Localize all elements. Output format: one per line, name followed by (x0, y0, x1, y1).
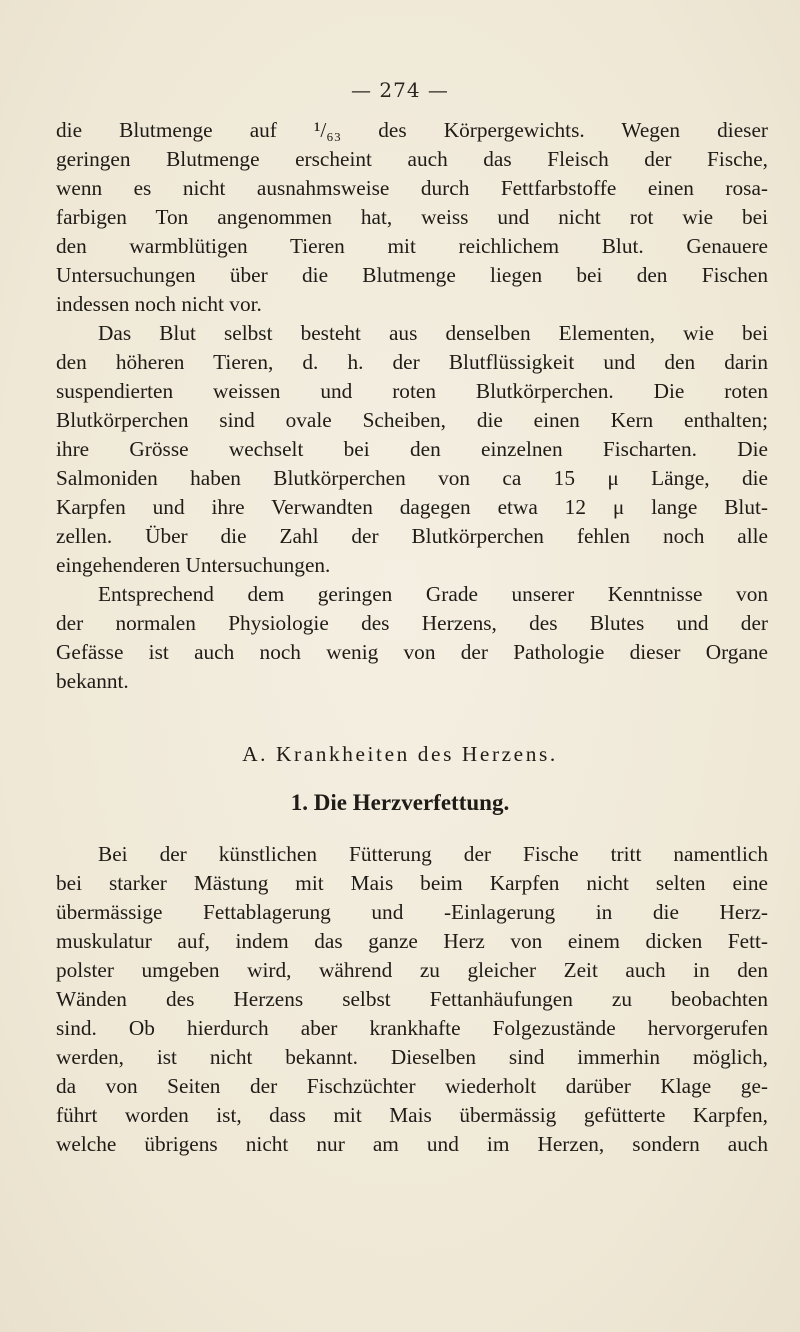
text-line: eingehenderen Untersuchungen. (56, 553, 331, 577)
text-line: den höheren Tieren, d. h. der Blutflüssigkeit und den darin (56, 350, 768, 374)
text-line: Entsprechend dem geringen Grade unserer Kenntnisse von (98, 582, 768, 606)
text-line: da von Seiten der Fischzüchter wiederholt darüber Klage ge- (56, 1074, 768, 1098)
text-line: suspendierten weissen und roten Blutkörperchen. Die roten (56, 379, 768, 403)
text-line: polster umgeben wird, während zu gleicher Zeit auch in den (56, 958, 768, 982)
text-line: sind. Ob hierdurch aber krankhafte Folgezustände hervorgerufen (56, 1016, 768, 1040)
text-line: Salmoniden haben Blutkörperchen von ca 15 μ Länge, die (56, 466, 768, 490)
text-line: muskulatur auf, indem das ganze Herz von einem dicken Fett- (56, 929, 768, 953)
text-line: die Blutmenge auf ¹/₆₃ des Körpergewichts. Wegen dieser (56, 118, 768, 142)
text-line: Bei der künstlichen Fütterung der Fische tritt namentlich (98, 842, 768, 866)
text-line: indessen noch nicht vor. (56, 292, 262, 316)
text-line: werden, ist nicht bekannt. Dieselben sind immerhin möglich, (56, 1045, 768, 1069)
text-line: den warmblütigen Tieren mit reichlichem Blut. Genauere (56, 234, 768, 258)
page-number: — 274 — (351, 78, 449, 102)
section-heading: A. Krankheiten des Herzens. (242, 742, 558, 766)
text-line: Das Blut selbst besteht aus denselben Elementen, wie bei (98, 321, 768, 345)
text-line: Wänden des Herzens selbst Fettanhäufungen zu beobachten (56, 987, 768, 1011)
text-line: bekannt. (56, 669, 129, 693)
subsection-heading: 1. Die Herzverfettung. (290, 790, 510, 815)
text-line: wenn es nicht ausnahmsweise durch Fettfarbstoffe einen rosa- (56, 176, 768, 200)
text-line: übermässige Fettablagerung und -Einlagerung in die Herz- (56, 900, 768, 924)
text-line: führt worden ist, dass mit Mais übermässig gefütterte Karpfen, (56, 1103, 768, 1127)
text-line: der normalen Physiologie des Herzens, des Blutes und der (56, 611, 768, 635)
text-line: welche übrigens nicht nur am und im Herzen, sondern auch (56, 1132, 768, 1156)
text-line: ihre Grösse wechselt bei den einzelnen Fischarten. Die (56, 437, 768, 461)
text-line: Gefässe ist auch noch wenig von der Pathologie dieser Organe (56, 640, 768, 664)
text-line: geringen Blutmenge erscheint auch das Fleisch der Fische, (56, 147, 768, 171)
text-line: Blutkörperchen sind ovale Scheiben, die einen Kern enthalten; (56, 408, 768, 432)
text-line: bei starker Mästung mit Mais beim Karpfen nicht selten eine (56, 871, 768, 895)
text-line: zellen. Über die Zahl der Blutkörperchen fehlen noch alle (56, 524, 768, 548)
text-line: farbigen Ton angenommen hat, weiss und nicht rot wie bei (56, 205, 768, 229)
text-line: Untersuchungen über die Blutmenge liegen bei den Fischen (56, 263, 768, 287)
text-line: Karpfen und ihre Verwandten dagegen etwa 12 μ lange Blut- (56, 495, 768, 519)
